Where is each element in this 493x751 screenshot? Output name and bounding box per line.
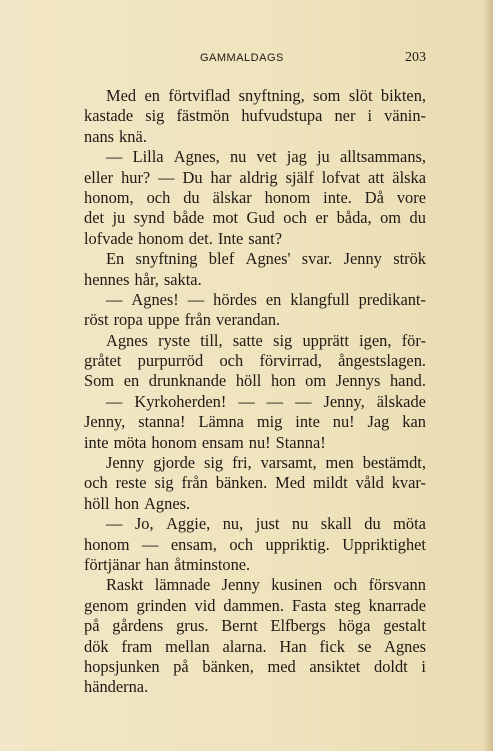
page-edge-shadow	[483, 0, 493, 751]
text-line: Jenny gjorde sig fri, varsamt, men bestämdt,	[106, 453, 426, 473]
text-line: höll hon Agnes.	[84, 493, 191, 513]
text-line: Som en drunknande höll hon om Jennys hand.	[84, 371, 426, 391]
text-line: och reste sig från bänken. Med mildt våld kvar-	[84, 473, 426, 493]
text-line: hennes hår, sakta.	[84, 269, 202, 289]
text-line: honom — ensam, och uppriktig. Uppriktighet	[84, 534, 426, 554]
text-line: — Agnes! — hördes en klangfull predikant-	[106, 289, 426, 309]
page-header	[86, 50, 426, 70]
text-line: Agnes ryste till, satte sig upprätt igen, för-	[106, 330, 426, 350]
text-line: dök fram mellan alarna. Han fick se Agnes	[84, 636, 426, 656]
text-line: det ju synd både mot Gud och er båda, om du	[84, 208, 426, 228]
text-line: lofvade honom det. Inte sant?	[84, 228, 282, 248]
text-line: honom, och du älskar honom inte. Då vore	[84, 187, 426, 207]
text-line: på gårdens grus. Bernt Elfbergs höga gestalt	[84, 616, 426, 636]
text-line: genom grinden vid dammen. Fasta steg knarrade	[84, 595, 426, 615]
page-number: 203	[405, 50, 426, 65]
text-line: händerna.	[84, 677, 149, 697]
text-line: — Kyrkoherden! — — — Jenny, älskade	[106, 391, 426, 411]
text-line: eller hur? — Du har aldrig själf lofvat att älska	[84, 167, 426, 187]
body-text	[84, 86, 426, 698]
text-line: kastade sig fästmön hufvudstupa ner i vänin-	[84, 106, 426, 126]
text-line: Jenny, stanna! Lämna mig inte nu! Jag kan	[84, 412, 426, 432]
text-line: röst ropa uppe från verandan.	[84, 310, 281, 330]
text-line: — Jo, Aggie, nu, just nu skall du möta	[106, 514, 426, 534]
running-title: GAMMALDAGS	[200, 52, 284, 64]
text-line: gråtet purpurröd och förvirrad, ångestslagen.	[84, 351, 426, 371]
text-line: En snyftning blef Agnes' svar. Jenny strök	[106, 249, 426, 269]
text-line: Raskt lämnade Jenny kusinen och försvann	[106, 575, 426, 595]
text-line: nans knä.	[84, 126, 147, 146]
text-line: hopsjunken på bänken, med ansiktet doldt i	[84, 656, 426, 676]
text-line: förtjänar han åtminstone.	[84, 554, 251, 574]
text-line: — Lilla Agnes, nu vet jag ju alltsammans,	[106, 147, 426, 167]
text-line: Med en förtviflad snyftning, som slöt bikten,	[106, 86, 426, 105]
text-line: inte möta honom ensam nu! Stanna!	[84, 432, 326, 452]
